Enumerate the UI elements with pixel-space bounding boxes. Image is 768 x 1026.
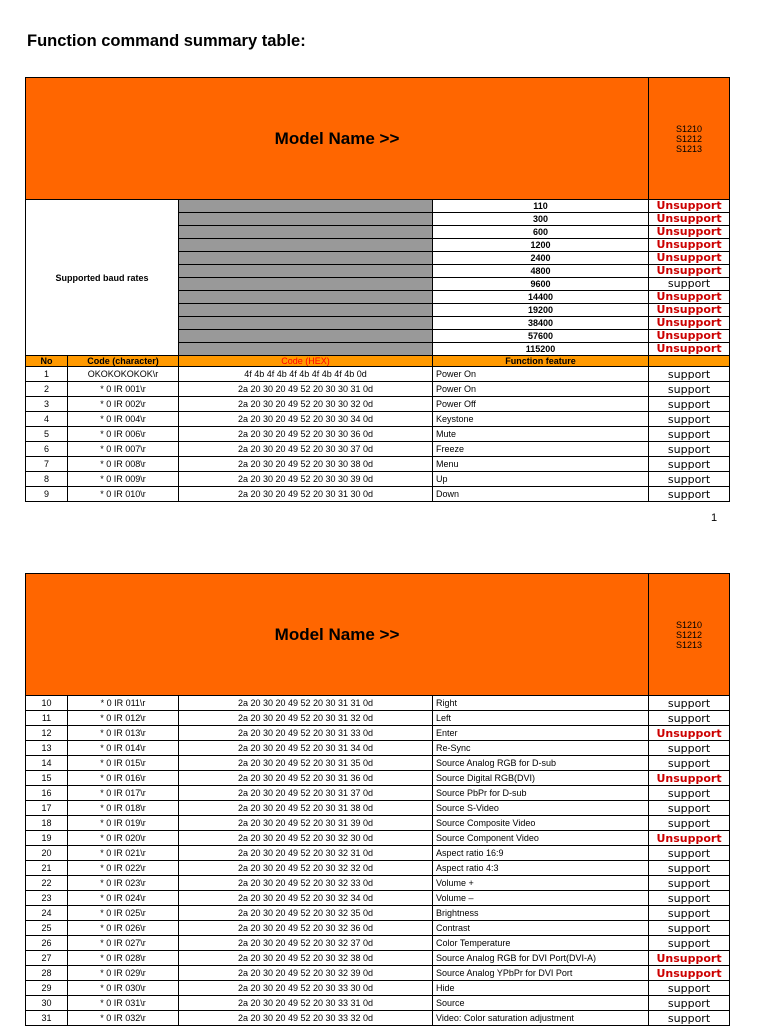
support-status: support <box>649 921 730 936</box>
function-feature: Aspect ratio 16:9 <box>433 846 649 861</box>
code-hex: 2a 20 30 20 49 52 20 30 30 38 0d <box>179 457 433 472</box>
code-character: * 0 IR 026\r <box>68 921 179 936</box>
baud-shaded-cell <box>179 291 433 304</box>
baud-rate-value: 2400 <box>433 252 649 265</box>
support-status: support <box>649 397 730 412</box>
baud-rate-value: 14400 <box>433 291 649 304</box>
baud-support-status: Unsupport <box>649 213 730 226</box>
baud-shaded-cell <box>179 304 433 317</box>
table-row <box>26 786 730 801</box>
code-hex: 2a 20 30 20 49 52 20 30 30 34 0d <box>179 412 433 427</box>
support-status: support <box>649 367 730 382</box>
baud-rate-value: 110 <box>433 200 649 213</box>
code-hex: 2a 20 30 20 49 52 20 30 32 35 0d <box>179 906 433 921</box>
row-number: 26 <box>26 936 68 951</box>
support-status: support <box>649 711 730 726</box>
code-hex: 2a 20 30 20 49 52 20 30 32 34 0d <box>179 891 433 906</box>
code-character: * 0 IR 021\r <box>68 846 179 861</box>
baud-rate-value: 600 <box>433 226 649 239</box>
baud-support-status: Unsupport <box>649 291 730 304</box>
baud-rates-label: Supported baud rates <box>26 200 179 356</box>
row-number: 27 <box>26 951 68 966</box>
row-number: 23 <box>26 891 68 906</box>
code-character: * 0 IR 017\r <box>68 786 179 801</box>
function-feature: Freeze <box>433 442 649 457</box>
code-character: * 0 IR 025\r <box>68 906 179 921</box>
code-character: OKOKOKOKOK\r <box>68 367 179 382</box>
row-number: 14 <box>26 756 68 771</box>
baud-rate-value: 1200 <box>433 239 649 252</box>
code-hex: 2a 20 30 20 49 52 20 30 31 32 0d <box>179 711 433 726</box>
support-status: support <box>649 801 730 816</box>
table-row <box>26 966 730 981</box>
row-number: 3 <box>26 397 68 412</box>
row-number: 30 <box>26 996 68 1011</box>
command-table-page-2 <box>25 573 730 1026</box>
function-feature: Video: Color saturation adjustment <box>433 1011 649 1026</box>
function-feature: Mute <box>433 427 649 442</box>
row-number: 25 <box>26 921 68 936</box>
support-status: support <box>649 756 730 771</box>
support-status: support <box>649 472 730 487</box>
code-hex: 2a 20 30 20 49 52 20 30 30 31 0d <box>179 382 433 397</box>
code-hex: 2a 20 30 20 49 52 20 30 33 31 0d <box>179 996 433 1011</box>
function-feature: Color Temperature <box>433 936 649 951</box>
row-number: 13 <box>26 741 68 756</box>
col-header-feature: Function feature <box>433 356 649 367</box>
support-status: support <box>649 412 730 427</box>
col-header-code-char: Code (character) <box>68 356 179 367</box>
row-number: 10 <box>26 696 68 711</box>
model-name-header: Model Name >> <box>26 78 649 200</box>
table-row <box>26 846 730 861</box>
code-character: * 0 IR 016\r <box>68 771 179 786</box>
code-hex: 2a 20 30 20 49 52 20 30 31 30 0d <box>179 487 433 502</box>
code-character: * 0 IR 014\r <box>68 741 179 756</box>
row-number: 9 <box>26 487 68 502</box>
function-feature: Up <box>433 472 649 487</box>
function-feature: Power Off <box>433 397 649 412</box>
row-number: 29 <box>26 981 68 996</box>
baud-support-status: Unsupport <box>649 304 730 317</box>
code-character: * 0 IR 007\r <box>68 442 179 457</box>
support-status: support <box>649 427 730 442</box>
table-row <box>26 711 730 726</box>
baud-rate-value: 57600 <box>433 330 649 343</box>
table-row <box>26 442 730 457</box>
code-hex: 2a 20 30 20 49 52 20 30 32 39 0d <box>179 966 433 981</box>
code-hex: 2a 20 30 20 49 52 20 30 33 32 0d <box>179 1011 433 1026</box>
table-row <box>26 921 730 936</box>
baud-shaded-cell <box>179 200 433 213</box>
function-feature: Right <box>433 696 649 711</box>
table-row <box>26 472 730 487</box>
support-status: support <box>649 786 730 801</box>
model-list <box>649 574 730 696</box>
code-hex: 2a 20 30 20 49 52 20 30 32 38 0d <box>179 951 433 966</box>
baud-shaded-cell <box>179 239 433 252</box>
code-hex: 2a 20 30 20 49 52 20 30 31 33 0d <box>179 726 433 741</box>
baud-support-status: Unsupport <box>649 252 730 265</box>
baud-shaded-cell <box>179 252 433 265</box>
code-character: * 0 IR 028\r <box>68 951 179 966</box>
code-character: * 0 IR 002\r <box>68 397 179 412</box>
support-status: support <box>649 876 730 891</box>
function-feature: Aspect ratio 4:3 <box>433 861 649 876</box>
function-feature: Power On <box>433 382 649 397</box>
code-character: * 0 IR 024\r <box>68 891 179 906</box>
code-hex: 2a 20 30 20 49 52 20 30 31 35 0d <box>179 756 433 771</box>
model-item: S1210 <box>676 123 703 134</box>
model-item: S1213 <box>676 143 703 154</box>
row-number: 18 <box>26 816 68 831</box>
row-number: 1 <box>26 367 68 382</box>
code-hex: 2a 20 30 20 49 52 20 30 31 39 0d <box>179 816 433 831</box>
function-feature: Down <box>433 487 649 502</box>
row-number: 7 <box>26 457 68 472</box>
code-character: * 0 IR 027\r <box>68 936 179 951</box>
baud-row <box>26 200 730 213</box>
function-feature: Re-Sync <box>433 741 649 756</box>
table-row <box>26 831 730 846</box>
support-status: support <box>649 906 730 921</box>
function-feature: Volume + <box>433 876 649 891</box>
table-row <box>26 696 730 711</box>
code-character: * 0 IR 032\r <box>68 1011 179 1026</box>
code-character: * 0 IR 006\r <box>68 427 179 442</box>
row-number: 22 <box>26 876 68 891</box>
table-row <box>26 906 730 921</box>
support-status: Unsupport <box>649 966 730 981</box>
row-number: 15 <box>26 771 68 786</box>
baud-rate-value: 9600 <box>433 278 649 291</box>
model-name-header: Model Name >> <box>26 574 649 696</box>
table-row <box>26 427 730 442</box>
row-number: 4 <box>26 412 68 427</box>
function-feature: Source Composite Video <box>433 816 649 831</box>
code-character: * 0 IR 001\r <box>68 382 179 397</box>
support-status: support <box>649 442 730 457</box>
code-hex: 2a 20 30 20 49 52 20 30 32 30 0d <box>179 831 433 846</box>
table-row <box>26 367 730 382</box>
table-row <box>26 756 730 771</box>
col-header-status <box>649 356 730 367</box>
table-row <box>26 397 730 412</box>
model-list <box>649 78 730 200</box>
function-feature: Source PbPr for D-sub <box>433 786 649 801</box>
code-hex: 2a 20 30 20 49 52 20 30 30 36 0d <box>179 427 433 442</box>
function-feature: Hide <box>433 981 649 996</box>
baud-support-status: Unsupport <box>649 343 730 356</box>
baud-support-status: Unsupport <box>649 317 730 330</box>
code-character: * 0 IR 018\r <box>68 801 179 816</box>
table-row <box>26 457 730 472</box>
row-number: 11 <box>26 711 68 726</box>
function-feature: Brightness <box>433 906 649 921</box>
table-row <box>26 936 730 951</box>
function-feature: Keystone <box>433 412 649 427</box>
support-status: Unsupport <box>649 831 730 846</box>
code-character: * 0 IR 008\r <box>68 457 179 472</box>
table-row <box>26 1011 730 1026</box>
support-status: support <box>649 846 730 861</box>
function-feature: Source S-Video <box>433 801 649 816</box>
code-hex: 2a 20 30 20 49 52 20 30 31 31 0d <box>179 696 433 711</box>
function-feature: Source Analog RGB for DVI Port(DVI-A) <box>433 951 649 966</box>
row-number: 20 <box>26 846 68 861</box>
baud-support-status: Unsupport <box>649 239 730 252</box>
row-number: 19 <box>26 831 68 846</box>
col-header-code-hex: Code (HEX) <box>179 356 433 367</box>
table-row <box>26 412 730 427</box>
row-number: 8 <box>26 472 68 487</box>
model-item: S1213 <box>676 639 703 650</box>
code-hex: 2a 20 30 20 49 52 20 30 32 32 0d <box>179 861 433 876</box>
baud-shaded-cell <box>179 317 433 330</box>
support-status: support <box>649 382 730 397</box>
code-character: * 0 IR 009\r <box>68 472 179 487</box>
baud-shaded-cell <box>179 265 433 278</box>
model-item: S1210 <box>676 619 703 630</box>
code-character: * 0 IR 013\r <box>68 726 179 741</box>
table-row <box>26 816 730 831</box>
code-character: * 0 IR 022\r <box>68 861 179 876</box>
code-hex: 2a 20 30 20 49 52 20 30 31 36 0d <box>179 771 433 786</box>
support-status: Unsupport <box>649 771 730 786</box>
baud-shaded-cell <box>179 330 433 343</box>
code-character: * 0 IR 015\r <box>68 756 179 771</box>
code-hex: 2a 20 30 20 49 52 20 30 32 31 0d <box>179 846 433 861</box>
support-status: support <box>649 1011 730 1026</box>
baud-support-status: support <box>649 278 730 291</box>
code-hex: 2a 20 30 20 49 52 20 30 31 38 0d <box>179 801 433 816</box>
support-status: Unsupport <box>649 951 730 966</box>
table-row <box>26 996 730 1011</box>
baud-rate-value: 4800 <box>433 265 649 278</box>
support-status: support <box>649 696 730 711</box>
baud-support-status: Unsupport <box>649 265 730 278</box>
code-character: * 0 IR 010\r <box>68 487 179 502</box>
support-status: support <box>649 457 730 472</box>
code-character: * 0 IR 012\r <box>68 711 179 726</box>
code-character: * 0 IR 019\r <box>68 816 179 831</box>
row-number: 16 <box>26 786 68 801</box>
baud-rate-value: 38400 <box>433 317 649 330</box>
code-hex: 2a 20 30 20 49 52 20 30 31 34 0d <box>179 741 433 756</box>
baud-shaded-cell <box>179 278 433 291</box>
baud-support-status: Unsupport <box>649 200 730 213</box>
baud-rate-value: 300 <box>433 213 649 226</box>
baud-support-status: Unsupport <box>649 330 730 343</box>
table-row <box>26 726 730 741</box>
support-status: support <box>649 741 730 756</box>
command-table-page-1 <box>25 77 730 502</box>
code-character: * 0 IR 020\r <box>68 831 179 846</box>
function-feature: Contrast <box>433 921 649 936</box>
support-status: support <box>649 861 730 876</box>
code-character: * 0 IR 004\r <box>68 412 179 427</box>
function-feature: Source Analog YPbPr for DVI Port <box>433 966 649 981</box>
code-character: * 0 IR 031\r <box>68 996 179 1011</box>
table-row <box>26 876 730 891</box>
baud-rate-value: 19200 <box>433 304 649 317</box>
table-row <box>26 891 730 906</box>
table-row <box>26 771 730 786</box>
code-hex: 2a 20 30 20 49 52 20 30 31 37 0d <box>179 786 433 801</box>
code-hex: 2a 20 30 20 49 52 20 30 30 37 0d <box>179 442 433 457</box>
function-feature: Enter <box>433 726 649 741</box>
table-row <box>26 951 730 966</box>
function-feature: Source Digital RGB(DVI) <box>433 771 649 786</box>
code-character: * 0 IR 023\r <box>68 876 179 891</box>
code-character: * 0 IR 030\r <box>68 981 179 996</box>
table-row <box>26 382 730 397</box>
function-feature: Menu <box>433 457 649 472</box>
table-row <box>26 801 730 816</box>
support-status: support <box>649 996 730 1011</box>
page-number: 1 <box>711 512 718 524</box>
function-feature: Source <box>433 996 649 1011</box>
row-number: 28 <box>26 966 68 981</box>
page-title: Function command summary table: <box>27 32 306 50</box>
support-status: support <box>649 816 730 831</box>
col-header-no: No <box>26 356 68 367</box>
model-item: S1212 <box>676 133 703 144</box>
baud-shaded-cell <box>179 226 433 239</box>
code-hex: 2a 20 30 20 49 52 20 30 30 39 0d <box>179 472 433 487</box>
function-feature: Power On <box>433 367 649 382</box>
table-row <box>26 981 730 996</box>
function-feature: Left <box>433 711 649 726</box>
column-header-row <box>26 356 730 367</box>
model-item: S1212 <box>676 629 703 640</box>
row-number: 12 <box>26 726 68 741</box>
table-row <box>26 861 730 876</box>
code-hex: 2a 20 30 20 49 52 20 30 30 32 0d <box>179 397 433 412</box>
support-status: support <box>649 487 730 502</box>
row-number: 6 <box>26 442 68 457</box>
row-number: 21 <box>26 861 68 876</box>
code-hex: 2a 20 30 20 49 52 20 30 33 30 0d <box>179 981 433 996</box>
baud-shaded-cell <box>179 343 433 356</box>
support-status: support <box>649 891 730 906</box>
row-number: 5 <box>26 427 68 442</box>
row-number: 2 <box>26 382 68 397</box>
support-status: Unsupport <box>649 726 730 741</box>
code-character: * 0 IR 011\r <box>68 696 179 711</box>
row-number: 31 <box>26 1011 68 1026</box>
table-row <box>26 741 730 756</box>
support-status: support <box>649 936 730 951</box>
code-hex: 4f 4b 4f 4b 4f 4b 4f 4b 4f 4b 0d <box>179 367 433 382</box>
row-number: 24 <box>26 906 68 921</box>
function-feature: Volume – <box>433 891 649 906</box>
baud-rate-value: 115200 <box>433 343 649 356</box>
function-feature: Source Component Video <box>433 831 649 846</box>
function-feature: Source Analog RGB for D-sub <box>433 756 649 771</box>
support-status: support <box>649 981 730 996</box>
code-hex: 2a 20 30 20 49 52 20 30 32 36 0d <box>179 921 433 936</box>
row-number: 17 <box>26 801 68 816</box>
code-character: * 0 IR 029\r <box>68 966 179 981</box>
baud-shaded-cell <box>179 213 433 226</box>
code-hex: 2a 20 30 20 49 52 20 30 32 37 0d <box>179 936 433 951</box>
table-row <box>26 487 730 502</box>
baud-support-status: Unsupport <box>649 226 730 239</box>
code-hex: 2a 20 30 20 49 52 20 30 32 33 0d <box>179 876 433 891</box>
